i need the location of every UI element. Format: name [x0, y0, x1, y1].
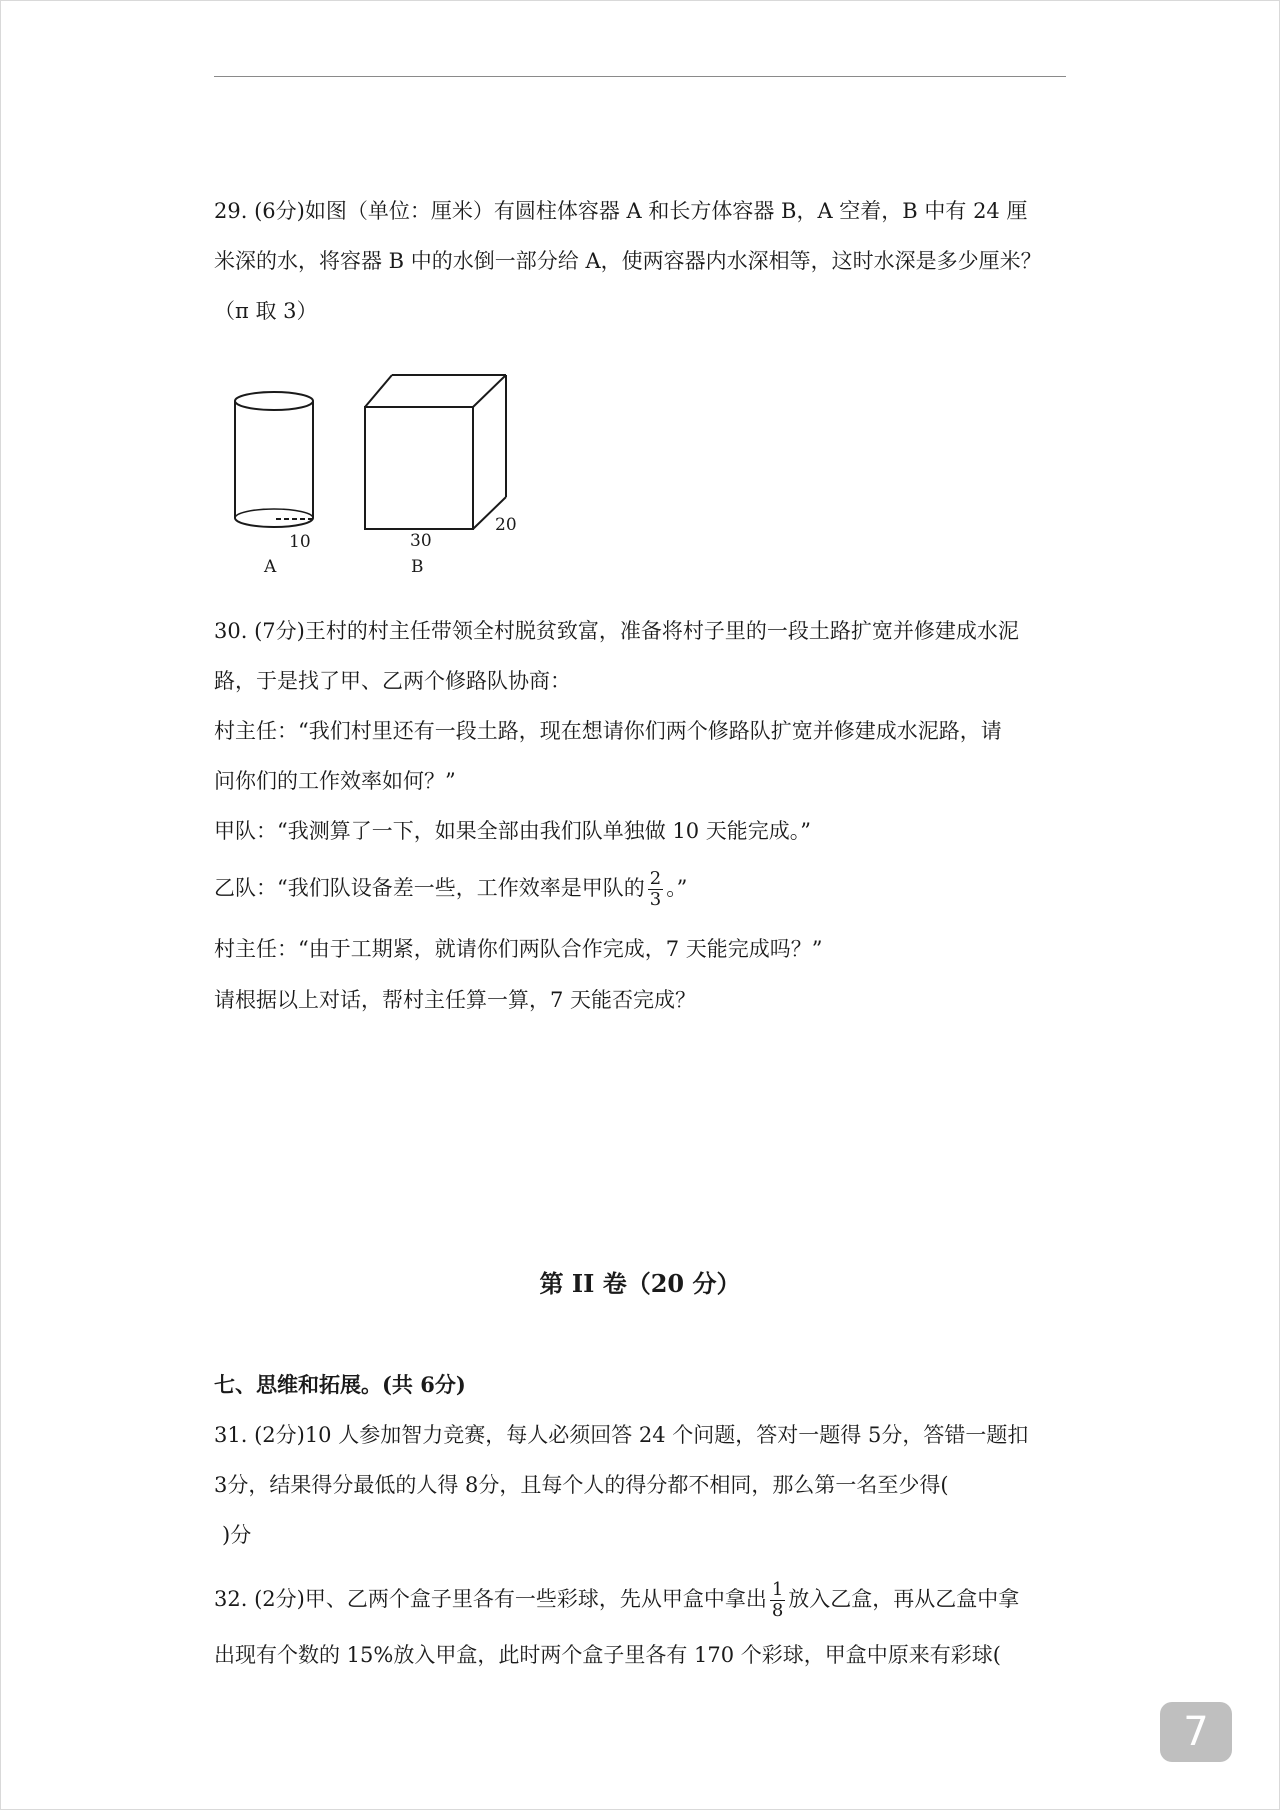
q30-line-4: 问你们的工作效率如何？”	[214, 769, 456, 793]
q30-line-8: 请根据以上对话，帮村主任算一算，7 天能否完成？	[214, 988, 697, 1012]
q30-line-6-end: 。”	[666, 876, 688, 900]
fraction-denominator: 8	[771, 1600, 784, 1621]
q30-line-6-text: 乙队：“我们队设备差一些，工作效率是甲队的	[214, 876, 645, 900]
q32-line-1-end: 放入乙盒，再从乙盒中拿	[788, 1587, 1020, 1611]
q32-line-2: 出现有个数的 15%放入甲盒，此时两个盒子里各有 170 个彩球，甲盒中原来有彩球(	[214, 1643, 1001, 1667]
cylinder-a	[235, 392, 313, 527]
q30-line-3: 村主任：“我们村里还有一段土路，现在想请你们两个修路队扩宽并修建成水泥路，请	[214, 719, 1002, 743]
q30-line-7: 村主任：“由于工期紧，就请你们两队合作完成，7 天能完成吗？”	[214, 937, 823, 961]
fraction-two-thirds	[648, 869, 663, 910]
cuboid-width: 30	[410, 531, 432, 551]
q31-line-2: 3分，结果得分最低的人得 8分，且每个人的得分都不相同，那么第一名至少得(	[214, 1473, 949, 1497]
q29-line-1: 29. (6分)如图（单位：厘米）有圆柱体容器 A 和长方体容器 B，A 空着，B 中有 24 厘	[214, 199, 1028, 223]
q31-line-3: )分	[222, 1523, 252, 1547]
q30-line-2: 路，于是找了甲、乙两个修路队协商：	[214, 669, 571, 693]
q30-line-6	[214, 869, 687, 910]
header-rule	[214, 76, 1066, 77]
page-number-badge[interactable]: 7	[1160, 1702, 1232, 1762]
q31-line-1: 31. (2分)10 人参加智力竞赛，每人必须回答 24 个问题，答对一题得 5分，答错一题扣	[214, 1423, 1029, 1447]
q29-figure	[214, 365, 554, 580]
cuboid-depth: 20	[495, 515, 517, 535]
cuboid-label: B	[411, 557, 424, 577]
q30-line-5: 甲队：“我测算了一下，如果全部由我们队单独做 10 天能完成。”	[214, 819, 812, 843]
q29-line-2: 米深的水，将容器 B 中的水倒一部分给 A，使两容器内水深相等，这时水深是多少厘米？	[214, 249, 1042, 273]
section-subtitle: 七、思维和拓展。(共 6分)	[214, 1372, 466, 1397]
fraction-denominator: 3	[649, 889, 662, 910]
fraction-numerator: 2	[649, 868, 662, 889]
cylinder-dimension: 10	[289, 532, 311, 552]
cuboid-b	[365, 375, 506, 529]
q32-line-1-text: 32. (2分)甲、乙两个盒子里各有一些彩球，先从甲盒中拿出	[214, 1587, 767, 1611]
cylinder-label: A	[264, 557, 277, 577]
q30-line-1: 30. (7分)王村的村主任带领全村脱贫致富，准备将村子里的一段土路扩宽并修建成水泥	[214, 619, 1019, 643]
containers-diagram	[214, 365, 554, 580]
fraction-one-eighth	[770, 1580, 785, 1621]
q29-line-3: （π 取 3）	[214, 299, 318, 323]
q32-line-1	[214, 1580, 1019, 1621]
fraction-numerator: 1	[771, 1579, 784, 1600]
section-title: 第 II 卷（20 分）	[539, 1269, 741, 1298]
